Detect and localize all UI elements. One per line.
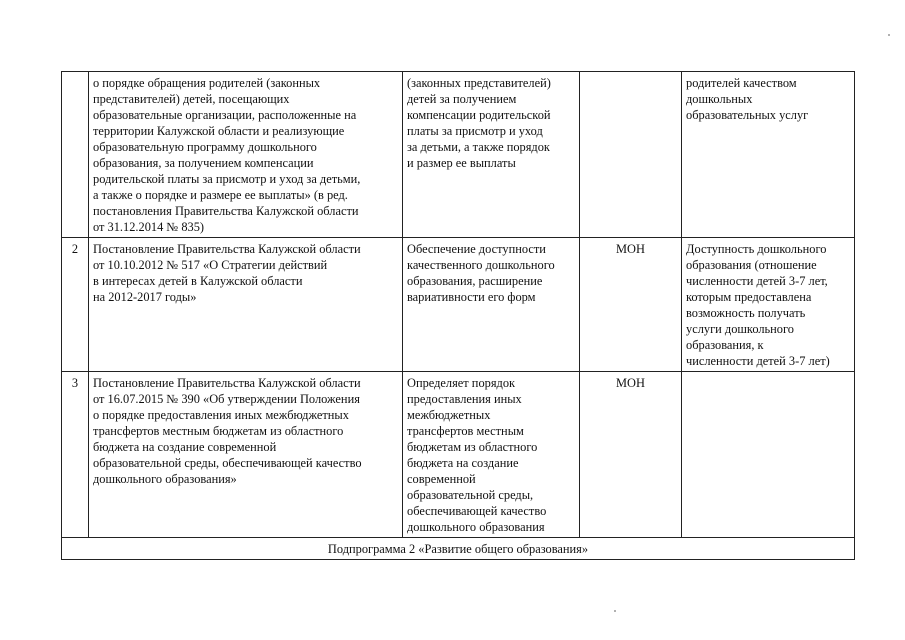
document-cell: о порядке обращения родителей (законных представителей) детей, посещающих образовательные организации, расположенные на территории Калужской области и реализующие образовательную программу дошкольного образования, за получением компенсации родительской платы за присмотр и уход за детьми, а также о порядке и размере ее выплаты» (в ред. постановления Правительства Калужской области от 31.12.2014 № 835) [89, 72, 403, 238]
responsible-cell: МОН [580, 238, 682, 372]
responsible-cell: МОН [580, 372, 682, 538]
document-cell: Постановление Правительства Калужской области от 16.07.2015 № 390 «Об утверждении Положения о порядке предоставления иных межбюджетных трансфертов местным бюджетам из областного бюджета на создание современной образовательной среды, обеспечивающей качество дошкольного образования» [89, 372, 403, 538]
responsible-cell [580, 72, 682, 238]
purpose-cell: (законных представителей) детей за получением компенсации родительской платы за присмотр и уход за детьми, а также порядок и размер ее выплаты [403, 72, 580, 238]
purpose-cell: Определяет порядок предоставления иных межбюджетных трансфертов местным бюджетам из областного бюджета на создание современной образовательной среды, обеспечивающей качество дошкольного образования [403, 372, 580, 538]
result-cell [682, 372, 855, 538]
scan-speck [614, 610, 616, 612]
row-number: 3 [62, 372, 89, 538]
legal-acts-table [61, 71, 855, 560]
document-cell: Постановление Правительства Калужской области от 10.10.2012 № 517 «О Стратегии действий в интересах детей в Калужской области на 2012-2017 годы» [89, 238, 403, 372]
subprogram-heading: Подпрограмма 2 «Развитие общего образования» [62, 538, 855, 560]
table-row [62, 72, 855, 238]
purpose-cell: Обеспечение доступности качественного дошкольного образования, расширение вариативности его форм [403, 238, 580, 372]
subprogram-row [62, 538, 855, 560]
table-row [62, 372, 855, 538]
table-row [62, 238, 855, 372]
scan-speck [888, 34, 890, 36]
result-cell: Доступность дошкольного образования (отношение численности детей 3-7 лет, которым предоставлена возможность получать услуги дошкольного образования, к численности детей 3-7 лет) [682, 238, 855, 372]
result-cell: родителей качеством дошкольных образовательных услуг [682, 72, 855, 238]
row-number: 2 [62, 238, 89, 372]
row-number [62, 72, 89, 238]
